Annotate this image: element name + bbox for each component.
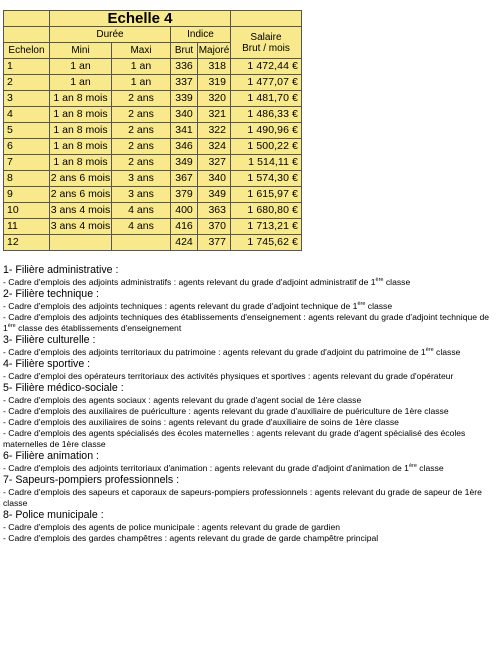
item-superscript: ère (375, 277, 384, 283)
echelon-cell: 12 (4, 235, 50, 251)
category-heading: 2- Filière technique : (3, 288, 99, 300)
category-item (3, 301, 493, 312)
maxi-duration-cell: 3 ans (112, 187, 171, 203)
table-row (4, 187, 302, 203)
item-text: - Cadre d'emplois des agents de police municipale : agents relevant du grade de gardien (3, 522, 341, 532)
salary-cell: 1 615,97 € (231, 187, 302, 203)
indice-brut-cell: 367 (171, 171, 198, 187)
category-heading: 6- Filière animation : (3, 450, 99, 462)
maxi-duration-cell: 2 ans (112, 155, 171, 171)
item-superscript: ère (425, 347, 434, 353)
header-maxi: Maxi (112, 43, 171, 59)
mini-duration-cell: 1 an 8 mois (50, 123, 112, 139)
table-title: Echelle 4 (50, 11, 231, 27)
category-item (3, 522, 493, 533)
item-text: - Cadre d'emplois des sapeurs et caporaux de sapeurs-pompiers professionnels : agents relevant du grade de sapeur de 1ère classe (3, 487, 482, 508)
item-text: - Cadre d'emplois des gardes champêtres : agents relevant du grade de garde champêtre principal (3, 533, 379, 543)
mini-duration-cell: 2 ans 6 mois (50, 187, 112, 203)
maxi-duration-cell: 2 ans (112, 107, 171, 123)
indice-majore-cell: 321 (198, 107, 231, 123)
item-superscript: ère (357, 301, 366, 307)
table-row (4, 123, 302, 139)
indice-majore-cell: 370 (198, 219, 231, 235)
mini-duration-cell: 3 ans 4 mois (50, 203, 112, 219)
indice-brut-cell: 336 (171, 59, 198, 75)
category-heading: 5- Filière médico-sociale : (3, 382, 124, 394)
indice-majore-cell: 377 (198, 235, 231, 251)
header-row-1 (4, 27, 302, 43)
echelon-cell: 9 (4, 187, 50, 203)
echelon-cell: 10 (4, 203, 50, 219)
echelon-cell: 3 (4, 91, 50, 107)
echelon-cell: 2 (4, 75, 50, 91)
item-superscript: ère (7, 323, 16, 329)
indice-brut-cell: 340 (171, 107, 198, 123)
header-mini: Mini (50, 43, 112, 59)
item-tail: classe (383, 277, 411, 287)
item-text: - Cadre d'emploi des opérateurs territoriaux des activités physiques et sportives : agents relevant du grade d'opérateur (3, 371, 454, 381)
table-row (4, 139, 302, 155)
echelon-cell: 8 (4, 171, 50, 187)
mini-duration-cell: 2 ans 6 mois (50, 171, 112, 187)
indice-majore-cell: 319 (198, 75, 231, 91)
header-salaire-line2: Brut / mois (242, 42, 290, 54)
salary-cell: 1 490,96 € (231, 123, 302, 139)
item-text: - Cadre d'emplois des auxiliaires de soins : agents relevant du grade d'auxiliaire de soins de 1ère classe (3, 417, 399, 427)
item-text: - Cadre d'emplois des adjoints territoriaux du patrimoine : agents relevant du grade d'adjoint du patrimoine de 1 (3, 347, 426, 357)
indice-brut-cell: 400 (171, 203, 198, 219)
table-row (4, 75, 302, 91)
salary-cell: 1 574,30 € (231, 171, 302, 187)
table-row (4, 59, 302, 75)
category-heading: 7- Sapeurs-pompiers professionnels : (3, 474, 180, 486)
category-item (3, 533, 493, 544)
indice-majore-cell: 322 (198, 123, 231, 139)
item-text: - Cadre d'emplois des auxiliaires de puériculture : agents relevant du grade d'auxiliaire de puériculture de 1ère classe (3, 406, 449, 416)
table-row (4, 91, 302, 107)
echelon-cell: 5 (4, 123, 50, 139)
category-heading: 1- Filière administrative : (3, 264, 119, 276)
category-item (3, 428, 493, 450)
echelon-cell: 6 (4, 139, 50, 155)
item-superscript: ère (408, 463, 417, 469)
indice-brut-cell: 416 (171, 219, 198, 235)
salary-cell: 1 481,70 € (231, 91, 302, 107)
indice-majore-cell: 318 (198, 59, 231, 75)
header-duree: Durée (50, 27, 171, 43)
category-item (3, 487, 493, 509)
notes-section (3, 264, 493, 544)
category-item (3, 371, 493, 382)
category-item (3, 463, 493, 474)
salary-cell: 1 514,11 € (231, 155, 302, 171)
table-row (4, 203, 302, 219)
maxi-duration-cell: 1 an (112, 75, 171, 91)
indice-majore-cell: 324 (198, 139, 231, 155)
category-item (3, 417, 493, 428)
mini-duration-cell: 1 an (50, 75, 112, 91)
table-row (4, 171, 302, 187)
header-salaire (231, 27, 302, 59)
header-echelon: Echelon (4, 43, 50, 59)
table-row (4, 107, 302, 123)
category-item (3, 406, 493, 417)
indice-brut-cell: 379 (171, 187, 198, 203)
mini-duration-cell: 1 an 8 mois (50, 91, 112, 107)
item-text: - Cadre d'emplois des adjoints territoriaux d'animation : agents relevant du grade d'adjoint d'animation de 1 (3, 463, 409, 473)
salary-scale-table (3, 10, 302, 251)
indice-majore-cell: 327 (198, 155, 231, 171)
category-heading: 3- Filière culturelle : (3, 334, 96, 346)
item-tail: classe des établissements d'enseignement (15, 323, 182, 333)
indice-majore-cell: 320 (198, 91, 231, 107)
indice-brut-cell: 349 (171, 155, 198, 171)
salary-cell: 1 477,07 € (231, 75, 302, 91)
salary-cell: 1 745,62 € (231, 235, 302, 251)
salary-cell: 1 680,80 € (231, 203, 302, 219)
item-text: - Cadre d'emplois des agents sociaux : agents relevant du grade d'agent social de 1ère classe (3, 395, 362, 405)
maxi-duration-cell: 1 an (112, 59, 171, 75)
table-row (4, 219, 302, 235)
item-text: - Cadre d'emplois des adjoints administratifs : agents relevant du grade d'adjoint administratif de 1 (3, 277, 376, 287)
echelon-cell: 11 (4, 219, 50, 235)
header-indice: Indice (171, 27, 231, 43)
maxi-duration-cell: 3 ans (112, 171, 171, 187)
mini-duration-cell (50, 235, 112, 251)
item-tail: classe (365, 301, 393, 311)
item-text: - Cadre d'emplois des adjoints techniques : agents relevant du grade d'adjoint technique de 1 (3, 301, 358, 311)
indice-brut-cell: 337 (171, 75, 198, 91)
header-majore: Majoré (198, 43, 231, 59)
indice-majore-cell: 340 (198, 171, 231, 187)
category-heading: 8- Police municipale : (3, 509, 104, 521)
maxi-duration-cell: 4 ans (112, 203, 171, 219)
maxi-duration-cell: 2 ans (112, 139, 171, 155)
salary-cell: 1 472,44 € (231, 59, 302, 75)
category-item (3, 347, 493, 358)
salary-cell: 1 713,21 € (231, 219, 302, 235)
indice-brut-cell: 339 (171, 91, 198, 107)
indice-majore-cell: 363 (198, 203, 231, 219)
indice-brut-cell: 346 (171, 139, 198, 155)
echelon-cell: 4 (4, 107, 50, 123)
echelon-cell: 1 (4, 59, 50, 75)
category-item (3, 277, 493, 288)
indice-brut-cell: 341 (171, 123, 198, 139)
maxi-duration-cell (112, 235, 171, 251)
header-salaire-line1: Salaire (250, 31, 282, 43)
echelon-cell: 7 (4, 155, 50, 171)
item-tail: classe (416, 463, 444, 473)
table-row (4, 235, 302, 251)
maxi-duration-cell: 2 ans (112, 123, 171, 139)
mini-duration-cell: 1 an 8 mois (50, 139, 112, 155)
salary-cell: 1 486,33 € (231, 107, 302, 123)
item-tail: classe (433, 347, 461, 357)
header-brut: Brut (171, 43, 198, 59)
table-row (4, 155, 302, 171)
category-item (3, 395, 493, 406)
title-row (4, 11, 302, 27)
indice-brut-cell: 424 (171, 235, 198, 251)
item-text: - Cadre d'emplois des adjoints techniques des établissements d'enseignement : agents relevant du grade d'adjoint technique de 1 (3, 312, 490, 333)
category-item (3, 312, 493, 334)
maxi-duration-cell: 2 ans (112, 91, 171, 107)
item-text: - Cadre d'emplois des agents spécialisés des écoles maternelles : agents relevant du grade d'agent spécialisé des écoles maternelles de 1ère classe (3, 428, 466, 449)
salary-cell: 1 500,22 € (231, 139, 302, 155)
mini-duration-cell: 1 an 8 mois (50, 155, 112, 171)
mini-duration-cell: 1 an (50, 59, 112, 75)
category-heading: 4- Filière sportive : (3, 358, 91, 370)
maxi-duration-cell: 4 ans (112, 219, 171, 235)
mini-duration-cell: 3 ans 4 mois (50, 219, 112, 235)
indice-majore-cell: 349 (198, 187, 231, 203)
mini-duration-cell: 1 an 8 mois (50, 107, 112, 123)
